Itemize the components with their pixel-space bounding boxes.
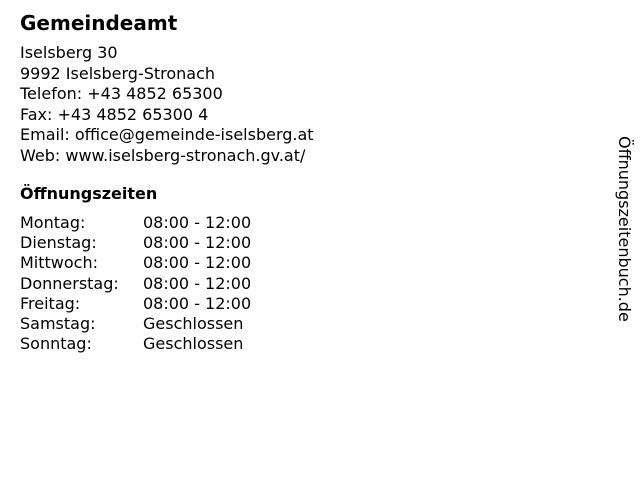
web-line: Web: www.iselsberg-stronach.gv.at/	[20, 145, 306, 165]
page-title: Gemeindeamt	[20, 11, 178, 35]
address-city: 9992 Iselsberg-Stronach	[20, 63, 216, 83]
day-label: Dienstag:	[20, 233, 97, 253]
time-value: 08:00 - 12:00	[143, 273, 252, 293]
address-block	[20, 43, 314, 166]
oeffnungszeitenbuch-link[interactable]: Öffnungszeitenbuch.de	[615, 136, 634, 322]
opening-hours-heading: Öffnungszeiten	[20, 184, 158, 203]
day-label: Donnerstag:	[20, 273, 119, 293]
time-value: 08:00 - 12:00	[143, 293, 252, 313]
time-value: 08:00 - 12:00	[143, 213, 252, 232]
address-street: Iselsberg 30	[20, 43, 118, 62]
time-value: Geschlossen	[143, 334, 244, 354]
day-label: Freitag:	[20, 293, 81, 313]
fax-line: Fax: +43 4852 65300 4	[20, 104, 209, 124]
day-label: Samstag:	[20, 313, 96, 333]
day-label: Mittwoch:	[20, 253, 98, 273]
time-value: 08:00 - 12:00	[143, 253, 252, 273]
day-label: Sonntag:	[20, 334, 92, 354]
phone-line: Telefon: +43 4852 65300	[20, 84, 223, 103]
email-line: Email: office@gemeinde-iselsberg.at	[20, 125, 314, 144]
day-label: Montag:	[20, 213, 86, 232]
time-value: 08:00 - 12:00	[143, 233, 252, 253]
time-value: Geschlossen	[143, 313, 244, 333]
